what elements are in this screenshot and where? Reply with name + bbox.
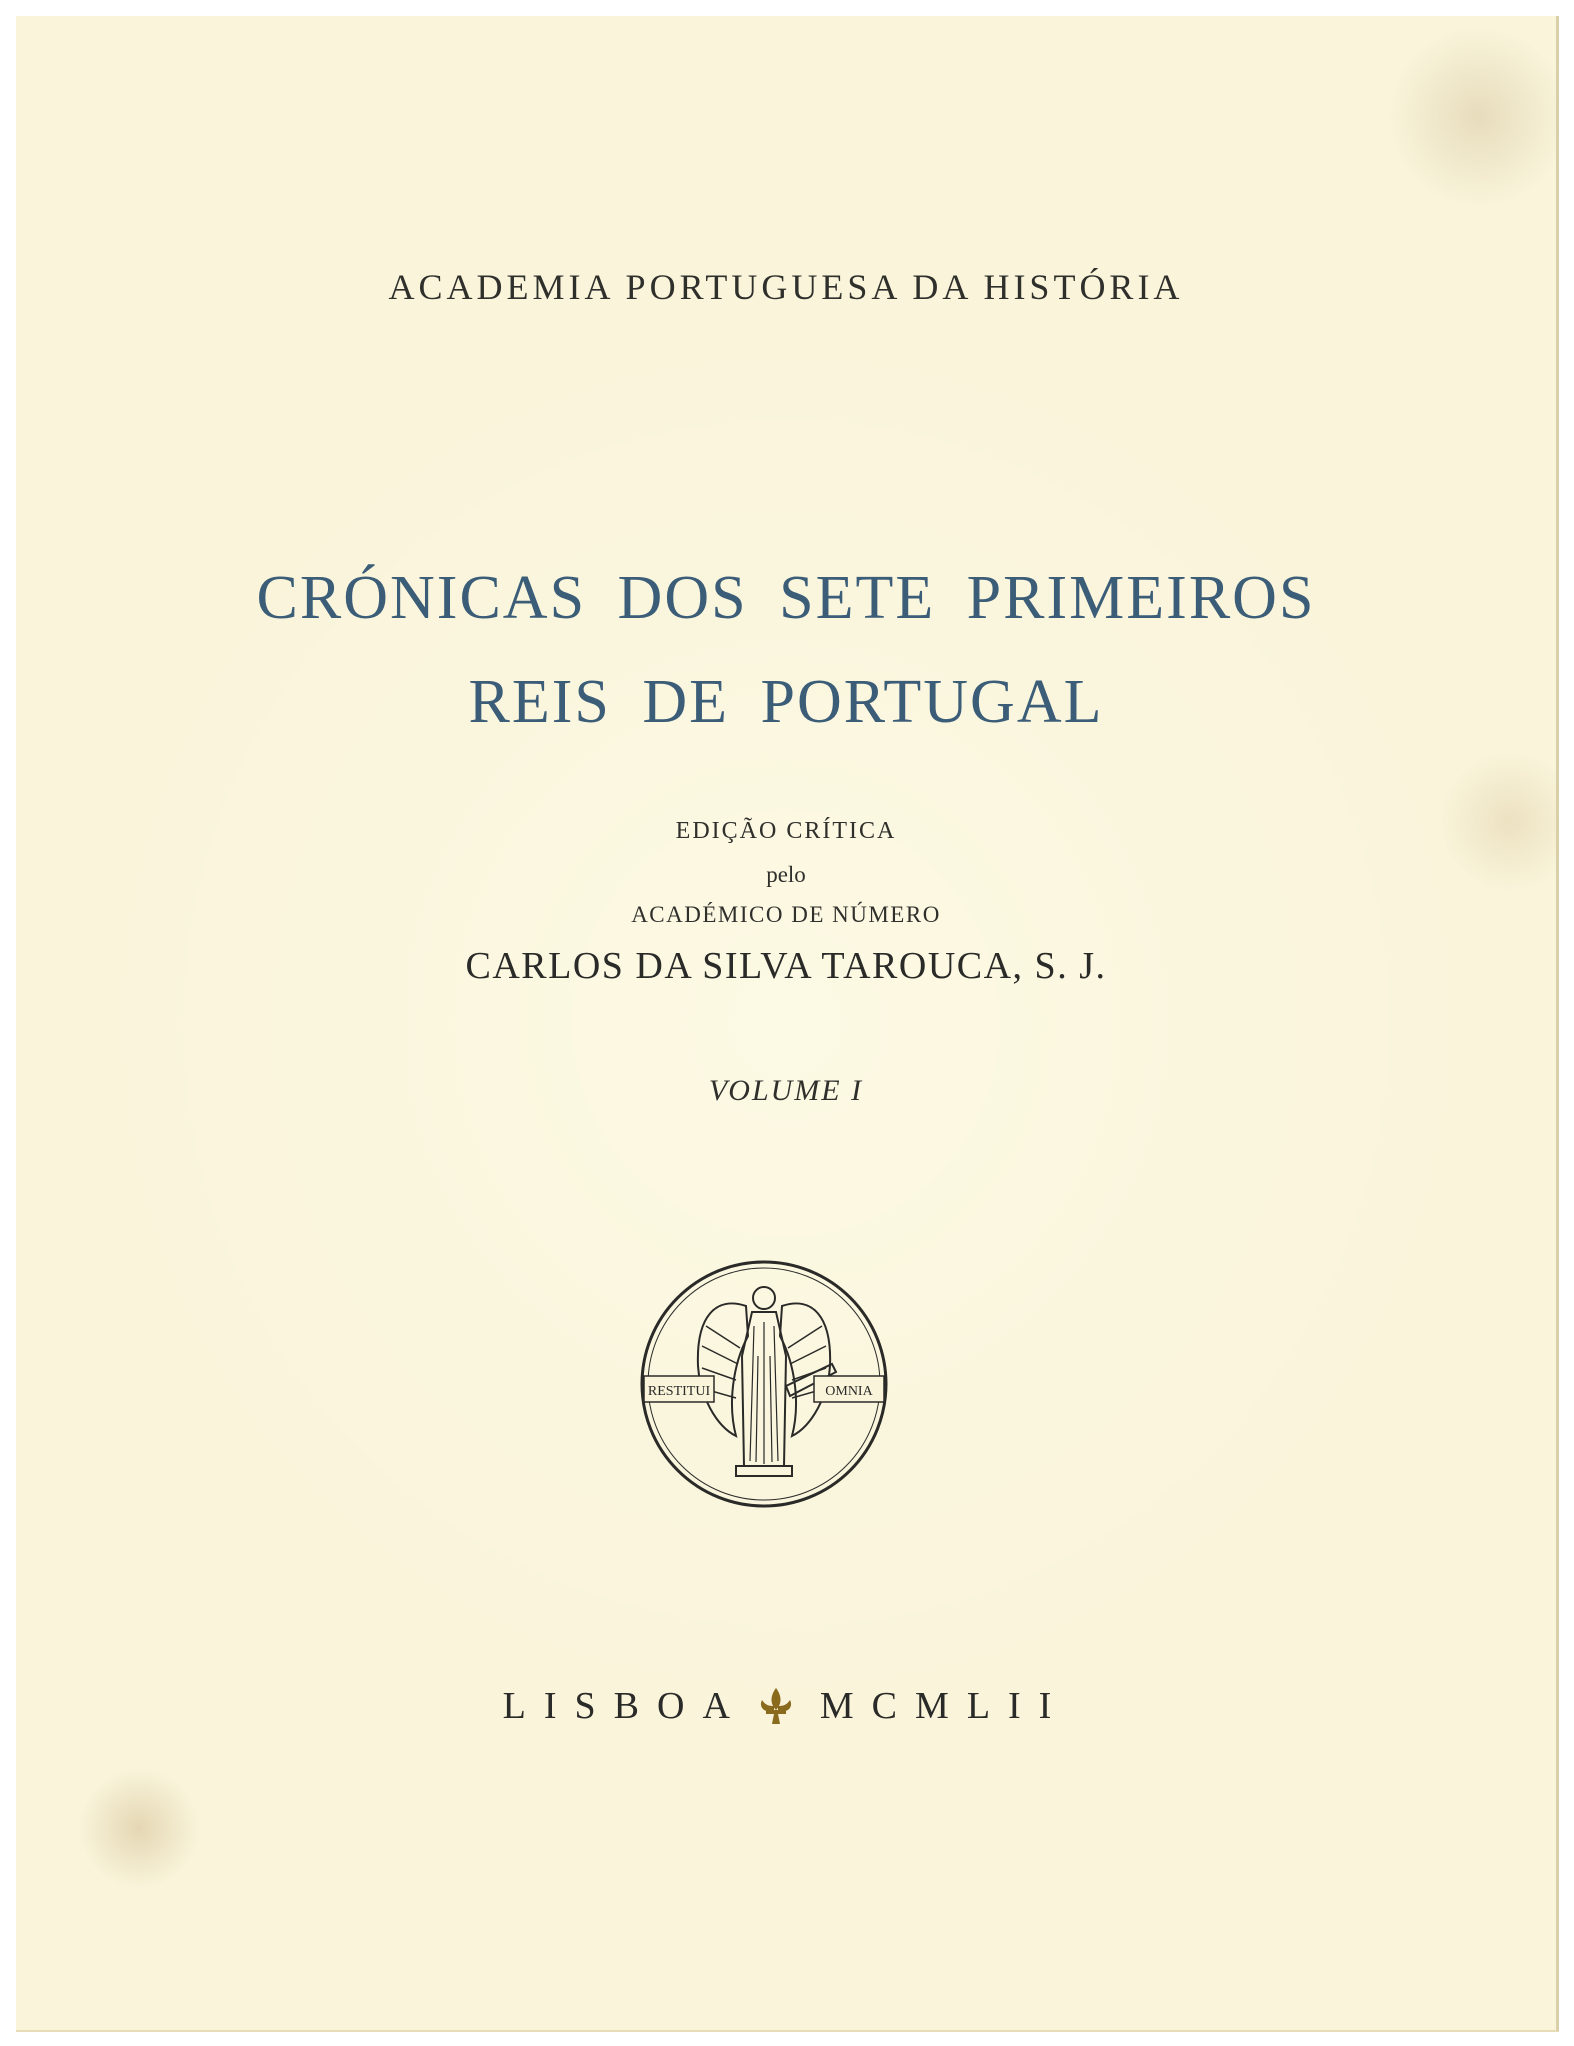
by-label: pelo xyxy=(766,862,806,887)
author-name: CARLOS DA SILVA TAROUCA, S. J. xyxy=(465,945,1107,987)
imprint-year: MCMLII xyxy=(819,1685,1070,1727)
edition-label: EDIÇÃO CRÍTICA xyxy=(675,818,897,844)
title-page xyxy=(16,16,1559,2032)
winged-figure-seal-icon xyxy=(636,1256,892,1512)
imprint xyxy=(16,1684,1556,1728)
fleur-de-lis-icon xyxy=(754,1684,798,1728)
book-title xyxy=(16,546,1556,754)
book-title-line-2: REIS DE PORTUGAL xyxy=(468,668,1104,736)
academy-heading: ACADEMIA PORTUGUESA DA HISTÓRIA xyxy=(388,267,1184,307)
imprint-city: LISBOA xyxy=(502,1685,748,1727)
author-role: ACADÉMICO DE NÚMERO xyxy=(631,902,941,927)
seal-right-text: OMNIA xyxy=(825,1384,873,1399)
seal-left-text: RESTITUI xyxy=(647,1384,711,1399)
volume-label: VOLUME I xyxy=(708,1074,864,1107)
book-title-line-1: CRÓNICAS DOS SETE PRIMEIROS xyxy=(256,564,1316,632)
